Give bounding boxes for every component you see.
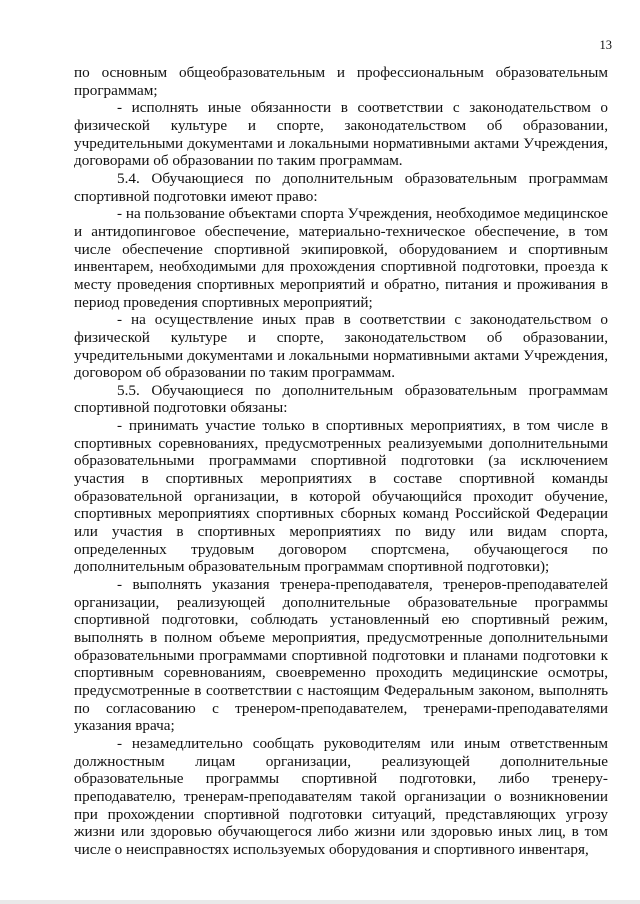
document-body	[74, 64, 608, 859]
paragraph-right-other: - на осуществление иных прав в соответствии с законодательством о физической культуре и спорте, законодательством об образовании, учредительными документами и локальными нормативными актами Учреждения, договором об образовании по таким программам.	[74, 311, 608, 382]
page-number: 13	[599, 38, 612, 52]
paragraph-section-5-5: 5.5. Обучающиеся по дополнительным образовательным программам спортивной подготовки обязаны:	[74, 381, 608, 417]
paragraph-right-facilities: - на пользование объектами спорта Учреждения, необходимое медицинское и антидопинговое обеспечение, материально-техническое обеспечение, в том числе обеспечение спортивной экипировкой, оборудованием и спортивным инвентарем, необходимыми для прохождения спортивной подготовки, проезда к месту проведения спортивных мероприятий и обратно, питания и проживания в период проведения спортивных мероприятий;	[74, 205, 608, 311]
paragraph-section-5-4: 5.4. Обучающиеся по дополнительным образовательным программам спортивной подготовки имеют право:	[74, 169, 608, 205]
scan-edge	[0, 900, 640, 904]
paragraph-obligations-other: - исполнять иные обязанности в соответствии с законодательством о физической культуре и спорте, законодательством об образовании, учредительными документами и локальными нормативными актами Учреждения, договорами об образовании по таким программам.	[74, 99, 608, 170]
paragraph-duty-report: - незамедлительно сообщать руководителям или иным ответственным должностным лицам организации, реализующей дополнительные образовательные программы спортивной подготовки, либо тренеру-преподавателю, тренерам-преподавателям такой организации о возникновении при прохождении спортивной подготовки ситуаций, представляющих угрозу жизни или здоровью обучающегося либо жизни или здоровью иных лиц, в том числе о неисправностях используемых оборудования и спортивного инвентаря,	[74, 734, 608, 858]
paragraph-duty-participate: - принимать участие только в спортивных мероприятиях, в том числе в спортивных соревнованиях, предусмотренных реализуемыми дополнительными образовательными программами спортивной подготовки (за исключением участия в спортивных мероприятиях в составе спортивной команды образовательной организации, в которой обучающийся проходит обучение, спортивных мероприятиях спортивных сборных команд Российской Федерации или участия в спортивных мероприятиях по виду или видам спорта, определенных трудовым договором спортсмена, обучающегося по дополнительным образовательным программам спортивной подготовки);	[74, 417, 608, 576]
paragraph-duty-follow-instructions: - выполнять указания тренера-преподавателя, тренеров-преподавателей организации, реализующей дополнительные образовательные программы спортивной подготовки, соблюдать установленный ею спортивный режим, выполнять в полном объеме мероприятия, предусмотренные дополнительными образовательными программами спортивной подготовки и планами подготовки к спортивным соревнованиям, своевременно проходить медицинские осмотры, предусмотренные в соответствии с настоящим Федеральным законом, выполнять по согласованию с тренером-преподавателем, тренерами-преподавателями указания врача;	[74, 576, 608, 735]
paragraph-continuation: по основным общеобразовательным и профессиональным образовательным программам;	[74, 64, 608, 99]
